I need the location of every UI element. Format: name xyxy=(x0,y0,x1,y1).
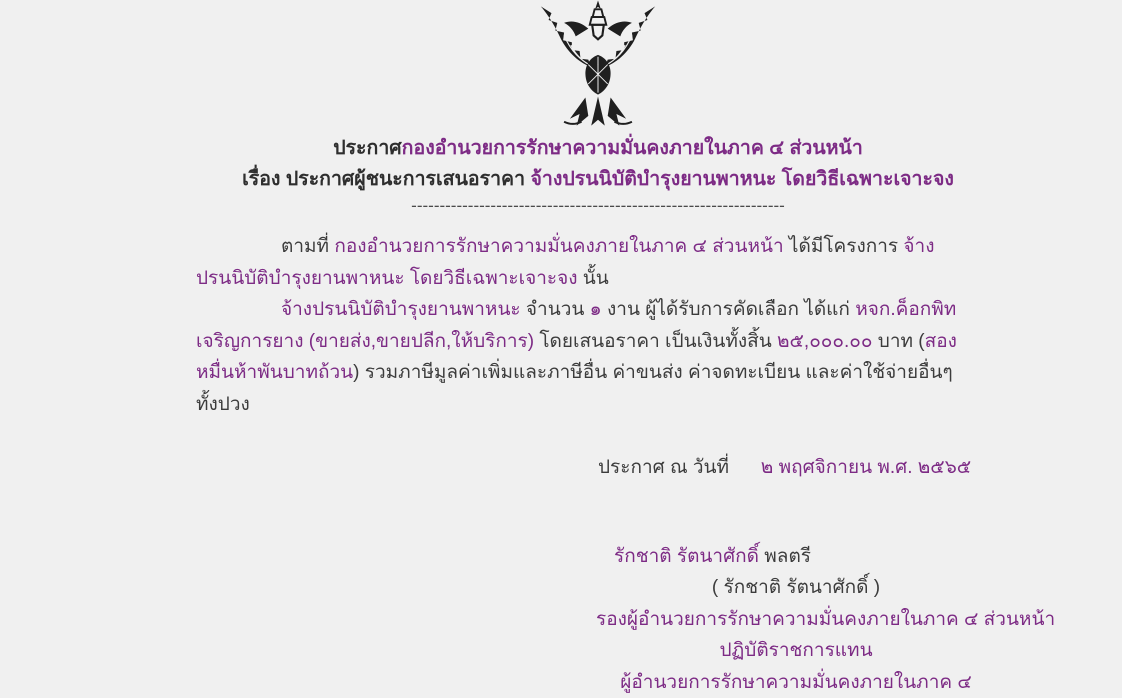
text-segment: รักชาติ รัตนาศักดิ์ xyxy=(614,546,759,567)
text-segment: ได้มีโครงการ xyxy=(784,236,904,257)
body-paragraph-1 xyxy=(196,231,976,294)
text-segment: จ้างปรนนิบัติบำรุงยานพาหนะ xyxy=(281,299,521,320)
text-segment: เรื่อง ประกาศผู้ชนะการเสนอราคา xyxy=(242,168,530,190)
text-segment: ) รวมภาษีมูลค่าเพิ่มและภาษีอื่น ค่าขนส่ง ค่าจดทะเบียน และค่าใช้จ่ายอื่นๆ ทั้งปวง xyxy=(196,362,953,415)
garuda-emblem-icon xyxy=(535,0,661,131)
announcement-date-line xyxy=(598,452,976,484)
signature-acting-line: ปฏิบัติราชการแทน xyxy=(596,635,996,667)
text-segment: โดยเสนอราคา เป็นเงินทั้งสิ้น xyxy=(534,331,777,352)
text-segment: ๒ พฤศจิกายน พ.ศ. ๒๕๖๕ xyxy=(761,457,971,478)
text-segment: ประกาศ ณ วันที่ xyxy=(598,457,729,478)
document-header xyxy=(196,133,976,217)
text-segment: ๑ xyxy=(590,299,602,320)
signature-name-parenthesized: ( รักชาติ รัตนาศักดิ์ ) xyxy=(596,572,996,604)
text-segment: จำนวน xyxy=(521,299,590,320)
text-segment: พลตรี xyxy=(759,546,811,567)
text-segment: สองหมื่นห้าพันบาทถ้วน xyxy=(196,331,957,384)
announcement-subject xyxy=(220,164,976,195)
document-body xyxy=(196,231,976,420)
signature-position-line-1: รองผู้อำนวยการรักษาความมั่นคงภายในภาค ๔ ส่วนหน้า xyxy=(596,604,996,636)
text-segment: หจก.ค็อกพิทเจริญการยาง (ขายส่ง,ขายปลีก,ให้บริการ) xyxy=(196,299,956,352)
text-segment: ตามที่ xyxy=(281,236,334,257)
text-segment: จ้างปรนนิบัติบำรุงยานพาหนะ โดยวิธีเฉพาะเจาะจง xyxy=(196,236,935,289)
text-segment: กองอำนวยการรักษาความมั่นคงภายในภาค ๔ ส่วนหน้า xyxy=(334,236,783,257)
announcement-title xyxy=(220,133,976,164)
signature-name-line xyxy=(596,541,996,573)
text-segment: จ้างปรนนิบัติบำรุงยานพาหนะ โดยวิธีเฉพาะเจาะจง xyxy=(530,168,953,190)
divider-line: ------------------------------------------------------------------ xyxy=(220,195,976,217)
body-paragraph-2 xyxy=(196,294,976,420)
text-segment: ประกาศ xyxy=(333,137,401,159)
text-segment xyxy=(729,457,761,478)
signature-block xyxy=(596,541,996,698)
text-segment: นั้น xyxy=(578,268,609,289)
text-segment: บาท ( xyxy=(872,331,924,352)
text-segment: งาน ผู้ได้รับการคัดเลือก ได้แก่ xyxy=(602,299,855,320)
text-segment: กองอำนวยการรักษาความมั่นคงภายในภาค ๔ ส่วนหน้า xyxy=(402,137,863,159)
signature-position-line-2: ผู้อำนวยการรักษาความมั่นคงภายในภาค ๔ xyxy=(596,667,996,698)
garuda-emblem xyxy=(208,0,988,133)
document-page xyxy=(196,0,976,698)
text-segment: ๒๕,๐๐๐.๐๐ xyxy=(777,331,872,352)
